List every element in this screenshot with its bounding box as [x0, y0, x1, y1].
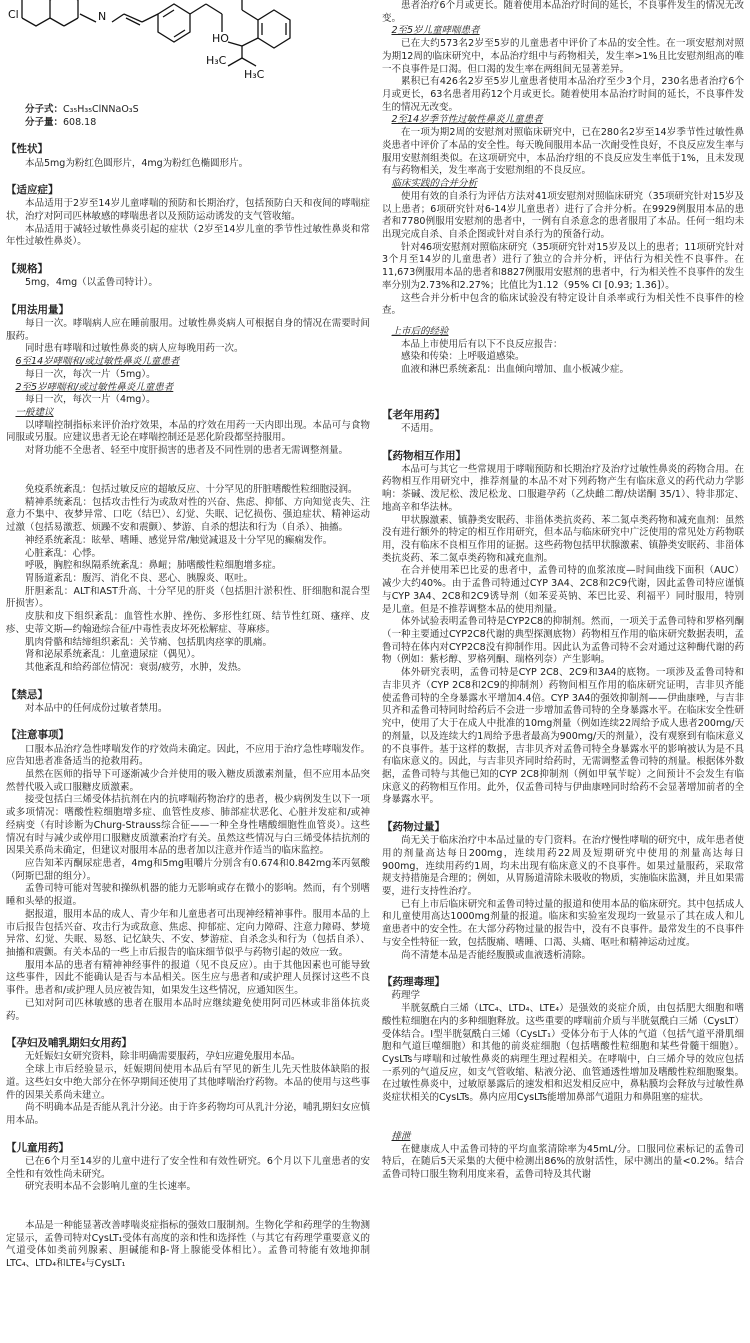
paragraph: 本品5mg为粉红色圆形片，4mg为粉红色椭圆形片。 — [25, 157, 249, 169]
section-heading-yunfu: 【孕妇及哺乳期妇女用药】 — [6, 1037, 132, 1050]
paragraph: 这些合并分析中包含的临床试验没有特定设计自杀率或行为相关性不良事件的检查。 — [382, 292, 744, 317]
paragraph: 患者治疗6个月或更长。随着使用本品治疗时间的延长，不良事件发生的情况无改变。 — [382, 0, 744, 24]
paragraph: 研究表明本品不会影响儿童的生长速率。 — [25, 1181, 197, 1193]
atom-n: N — [98, 10, 107, 23]
paragraph: 肝胆紊乱：ALT和AST升高、十分罕见的肝炎（包括胆汁淤积性、肝细胞和混合型肝损害）。 — [6, 585, 370, 610]
paragraph: 血液和淋巴系统紊乱：出血倾向增加、血小板减少症。 — [401, 364, 630, 376]
weight-label: 分子量： — [25, 116, 64, 128]
subheading: 临床实践的合并分析 — [391, 178, 478, 190]
paragraph: 呼吸，胸腔和纵隔系统紊乱：鼻衄；肺嗜酸性粒细胞增多症。 — [25, 560, 282, 572]
paragraph: 每日一次，每次一片（5mg）。 — [25, 368, 156, 380]
paragraph: 针对46项安慰剂对照临床研究（35项研究针对15岁及以上的患者；11项研究针对3个月至14岁的儿童患者）进行了独立的合并分析，评估行为相关性不良事件。在11,673例服用本品的患者和8827例服用安慰剂的患者中，行为相关性不良事件的发生率分别为2.73%和2.27%；比值比为1.12（95% CI [0.93; 1.36]）。 — [382, 241, 744, 291]
atom-h3c-a: H₃C — [206, 54, 227, 67]
subheading: 上市后的经验 — [391, 325, 449, 337]
paragraph: 尚不明确本品是否能从乳汁分泌。由于许多药物均可从乳汁分泌，哺乳期妇女应慎用本品。 — [6, 1102, 370, 1126]
structure-diagram — [6, 0, 370, 104]
paragraph: 据报道，服用本品的成人、青少年和儿童患者可出现神经精神事件。服用本品的上市后报告包括兴奋、攻击行为或敌意、焦虑、抑郁症、定向力障碍、注意力障碍、梦境异常、幻觉、失眠、易怒、记忆缺失、不安、梦游症、自杀念头和行为（包括自杀）、抽搐和震颤。有关本品的一些上市后报告的临床细节似乎与药物引起的效应一致。 — [6, 908, 370, 959]
chemical-structure — [6, 0, 370, 100]
paragraph: 在合并使用苯巴比妥的患者中，孟鲁司特的血浆浓度—时间曲线下面积（AUC）减少大约40%。由于孟鲁司特通过CYP 3A4、2C8和2C9代谢，因此孟鲁司特应谨慎与CYP 3A4、2C8和2C9诱导剂（如苯妥英钠、苯巴比妥、利福平）同时服用，特别是儿童。但是不推荐调整本品的使用剂量。 — [382, 565, 744, 615]
paragraph: 每日一次。哮喘病人应在睡前服用。过敏性鼻炎病人可根据自身的情况在需要时间服药。 — [6, 318, 370, 342]
molecular-weight — [6, 117, 370, 130]
paragraph: 半胱氨酰白三烯（LTC₄、LTD₄、LTE₄）是强效的炎症介质，由包括肥大细胞和嗜酸性粒细胞在内的多种细胞释放。这些重要的哮喘前介质与半胱氨酰白三烯（CysLT）受体结合。I型半胱氨酰白三烯（CysLT₁）受体分布于人体的气道（包括气道平滑肌细胞和气道巨噬细胞）和其他的前炎症细胞（包括嗜酸性粒细胞和某些骨髓干细胞）。CysLTs与哮喘和过敏性鼻炎的病理生理过程相关。在哮喘中，白三烯介导的效应包括一系列的气道反应，如支气管收缩、粘液分泌、血管通透性增加及嗜酸性粒细胞聚集。在过敏性鼻炎中，过敏原暴露后的速发相和迟发相反应中，鼻粘膜均会释放与过敏性鼻炎症状相关的CysLTs。鼻内应用CysLTs能增加鼻部气道阻力和鼻阻塞的症状。 — [382, 1003, 744, 1104]
paragraph: 本品可与其它一些常规用于哮喘预防和长期治疗及治疗过敏性鼻炎的药物合用。在药物相互作用研究中，推荐剂量的本品不对下列药物产生有临床意义的药代动力学影响：茶碱、泼尼松、泼尼松龙、口服避孕药（乙炔雌二醇/炔诺酮 35/1）、特非那定、地高辛和华法林。 — [382, 463, 744, 513]
formula-value: C₃₅H₃₅ClNNaO₃S — [63, 104, 139, 115]
paragraph: 已有上市后临床研究和孟鲁司特过量的报道和使用本品的临床研究。其中包括成人和儿童使用高达1000mg剂量的报道。临床和实验室发现均一致显示了其在成人和儿童患者中的安全性。在大部分药物过量的报告中，没有不良事件。最常发生的不良事件与安全性特征一致，包括腹痛、嗜睡、口渴、头痛、呕吐和精神运动过度。 — [382, 898, 744, 948]
section-heading-zhuyi: 【注意事项】 — [6, 729, 69, 742]
paragraph: 累积已有426名2岁至5岁儿童患者使用本品治疗至少3个月，230名患者治疗6个月或更长，63名患者用药12个月或更长。随着使用本品治疗时间的延长，不良事件发生的情况无改变。 — [382, 76, 744, 113]
paragraph: 以哮喘控制指标来评价治疗效果，本品的疗效在用药一天内即出现。本品可与食物同服或另服。应建议患者无论在哮喘控制还是恶化阶段都坚持服用。 — [6, 419, 370, 444]
paragraph: 免疫系统紊乱：包括过敏反应的超敏反应、十分罕见的肝脏嗜酸性粒细胞浸润。 — [25, 483, 358, 495]
section-heading-shiying: 【适应症】 — [6, 184, 59, 197]
subheading: 6至14岁哮喘和/或过敏性鼻炎儿童患者 — [15, 356, 180, 368]
subheading: 排泄 — [391, 1130, 411, 1142]
subheading: 2至5岁哮喘和/或过敏性鼻炎儿童患者 — [15, 381, 174, 393]
section-heading-jinji: 【禁忌】 — [6, 688, 48, 701]
right-column — [382, 0, 744, 1343]
paragraph: 胃肠道紊乱：腹泻、消化不良、恶心、胰腺炎、呕吐。 — [25, 572, 254, 584]
paragraph: 已知对阿司匹林敏感的患者在服用本品时应继续避免使用阿司匹林或非甾体抗炎药。 — [6, 997, 370, 1022]
paragraph: 精神系统紊乱：包括攻击性行为或敌对性的兴奋、焦虑、抑郁、方向知觉丧失、注意力不集中、夜梦异常、口吃（结巴）、幻觉、失眠、记忆损伤、强迫症状、精神运动过激（包括易激惹、烦躁不安和震颤）、梦游、自杀的想法和行为（自杀）、抽搐。 — [6, 496, 370, 534]
paragraph: 皮肤和皮下组织紊乱：血管性水肿、挫伤、多形性红斑、结节性红斑、瘙痒、皮疹、史蒂文斯—约翰逊综合征/中毒性表皮坏死松解症、荨麻疹。 — [6, 611, 370, 635]
paragraph: 对肾功能不全患者、轻至中度肝损害的患者及不同性别的患者无需调整剂量。 — [25, 445, 349, 457]
subheading: 2至5岁儿童哮喘患者 — [391, 25, 480, 37]
paragraph: 已在6个月至14岁的儿童中进行了安全性和有效性研究。6个月以下儿童患者的安全性和有效性尚未研究。 — [6, 1155, 370, 1180]
atom-h3c-b: H₃C — [244, 68, 265, 81]
paragraph: 使用有效的自杀行为评估方法对41项安慰剂对照临床研究（35项研究针对15岁及以上患者；6项研究针对6-14岁儿童患者）进行了合并分析。在9929例服用本品的患者和7780例服用安慰剂的患者中，一例有自杀意念的患者服用了本品。任何一组均未出现完成自杀、自杀企图或针对自杀行为的预备行动。 — [382, 190, 744, 240]
paragraph: 虽然在医师的指导下可逐渐减少合并使用的吸入糖皮质激素剂量，但不应用本品突然替代吸入或口服糖皮质激素。 — [6, 768, 370, 793]
left-column — [6, 0, 370, 1343]
paragraph: 本品适用于减轻过敏性鼻炎引起的症状（2岁至14岁儿童的季节性过敏性鼻炎和常年性过敏性鼻炎）。 — [6, 223, 370, 248]
paragraph: 孟鲁司特可能对驾驶和操纵机器的能力无影响或存在微小的影响。然而，有个别嗜睡和头晕的报道。 — [6, 883, 370, 908]
section-heading-guige: 【规格】 — [6, 263, 48, 276]
section-heading-xianghu: 【药物相互作用】 — [382, 449, 466, 462]
paragraph: 尚不清楚本品是否能经腹膜或血液透析清除。 — [401, 949, 592, 961]
paragraph: 体外试验表明孟鲁司特是CYP2C8的抑制剂。然而，一项关于孟鲁司特和罗格列酮（一种主要通过CYP2C8代谢的典型探测底物）药物相互作用的临床研究数据表明，孟鲁司特在体内对CYP2C8没有抑制作用。因此认为孟鲁司特不会对通过这种酶代谢的药物（例如：紫杉醇、罗格列酮、瑞格列奈）产生影响。 — [382, 616, 744, 666]
paragraph: 本品是一种能显著改善哮喘炎症指标的强效口服制剂。生物化学和药理学的生物测定显示，孟鲁司特对CysLT₁受体有高度的亲和性和选择性（与其它有药理学重要意义的气道受体如类前列腺素、胆碱能和β-肾上腺能受体相比）。孟鲁司特能有效地抑制LTC₄、LTD₄和LTE₄与CysLT₁ — [6, 1219, 370, 1270]
paragraph: 每日一次，每次一片（4mg）。 — [25, 394, 156, 406]
atom-cl: Cl — [8, 8, 19, 21]
atom-ho: HO — [212, 32, 229, 45]
subheading: 2至14岁季节性过敏性鼻炎儿童患者 — [391, 114, 543, 126]
paragraph: 同时患有哮喘和过敏性鼻炎的病人应每晚用药一次。 — [25, 343, 244, 355]
section-heading-yaoli: 【药理毒理】 — [382, 976, 445, 989]
paragraph: 肾和泌尿系统紊乱：儿童遗尿症（偶见）。 — [25, 649, 201, 661]
paragraph: 应告知苯丙酮尿症患者，4mg和5mg咀嚼片分别含有0.674和0.842mg苯丙氨酸（阿斯巴甜的组分）。 — [6, 858, 370, 882]
paragraph: 在一项为期2周的安慰剂对照临床研究中，已在280名2岁至14岁季节性过敏性鼻炎患者中评价了本品的安全性。每天晚间服用本品一次耐受性良好，不良反应发生率与服用安慰剂组类似。在这项研究中，本品治疗组的不良反应发生率低于1%，且未发现有与药物相关，发生率高于安慰剂组的不良反应。 — [382, 127, 744, 177]
paragraph: 口服本品治疗急性哮喘发作的疗效尚未确定。因此，不应用于治疗急性哮喘发作。应告知患者准备适当的抢救用药。 — [6, 743, 370, 768]
paragraph: 无妊娠妇女研究资料，除非明确需要服药，孕妇应避免服用本品。 — [25, 1051, 301, 1063]
paragraph: 本品适用于2岁至14岁儿童哮喘的预防和长期治疗，包括预防白天和夜间的哮喘症状，治疗对阿司匹林敏感的哮喘患者以及预防运动诱发的支气管收缩。 — [6, 198, 370, 222]
section-heading-yongfa: 【用法用量】 — [6, 303, 69, 316]
paragraph: 在健康成人中孟鲁司特的平均血浆清除率为45mL/分。口服同位素标记的孟鲁司特后，在随后5天采集的大便中检测出86%的放射活性，尿中测出的量<0.2%。结合孟鲁司特口服生物利用度来看，孟鲁司特及其代谢 — [382, 1143, 744, 1181]
paragraph: 体外研究表明，孟鲁司特是CYP 2C8、2C9和3A4的底物。一项涉及孟鲁司特和吉非贝齐（CYP 2C8和2C9的抑制剂）药物间相互作用的临床研究证明，吉非贝齐能使孟鲁司特的全身暴露水平增加4.4倍。CYP 3A4的强效抑制剂——伊曲康唑，与吉非贝齐和孟鲁司特同时给药后不会进一步增加孟鲁司特的全身暴露水平。在临床安全性研究中，使用了大于在成人中批准的10mg剂量（例如连续22周给予成人患者200mg/天的剂量，以及连续大约1周给予患者最高为900mg/天的剂量），没有观察到有临床意义的不良事件。基于这样的数据，吉非贝齐对孟鲁司特全身暴露水平的影响被认为是不具有临床意义的。因此，与吉非贝齐同时给药时，无需调整孟鲁司特的剂量。根据体外数据，孟鲁司特与其他已知的CYP 2C8抑制剂（例如甲氧苄啶）之间预计不会发生有临床意义的药物相互作用。此外，仅孟鲁司特与伊曲康唑同时给药不会显著增加前者的全身暴露水平。 — [382, 667, 744, 806]
paragraph: 本品上市使用后有以下不良反应报告： — [401, 338, 563, 350]
paragraph: 已在大约573名2岁至5岁的儿童患者中评价了本品的安全性。在一项安慰剂对照为期12周的临床研究中，本品治疗组中与药物相关，发生率>1%且比安慰剂组高的唯一不良事件是口渴。但口渴的发生率在两组间无显著差异。 — [382, 38, 744, 75]
section-heading-guoliang: 【药物过量】 — [382, 821, 445, 834]
section-heading-laonian: 【老年用药】 — [382, 408, 445, 421]
paragraph: 服用本品的患者有精神神经事件的报道（见不良反应）。由于其他因素也可能导致这些事件，因此不能确认是否与本品相关。医生应与患者和/或护理人员探讨这些不良事件。患者和/或护理人员应被告知，如果发生这些情况，应通知医生。 — [6, 959, 370, 997]
paragraph: 接受包括白三烯受体拮抗剂在内的抗哮喘药物治疗的患者，极少病例发生以下一项或多项情况：嗜酸性粒细胞增多症、血管性皮疹、肺部症状恶化、心脏并发症和/或神经病变（有时诊断为Churg-Strauss综合征——一种全身性嗜酸细胞性血管炎）。这些情况有时与减少或停用口服糖皮质激素治疗有关。虽然这些情况与白三烯受体拮抗剂的因果关系尚未确定，但建议对服用本品的患者加以注意并作适当的临床监控。 — [6, 794, 370, 857]
paragraph: 感染和传染：上呼吸道感染。 — [401, 351, 525, 363]
paragraph: 尚无关于临床治疗中本品过量的专门资料。在治疗慢性哮喘的研究中，成年患者使用的剂量高达每日200mg，连续用药22周及短期研究中使用的剂量高达每日900mg，连续用药约1周，均未出现有临床意义的不良事件。如果过量服药，采取常规支持措施是合理的；例如，从胃肠道清除未吸收的物质，实施临床监测，并且如果需要，进行支持性治疗。 — [382, 835, 744, 898]
paragraph: 全球上市后经验显示，妊娠期间使用本品后有罕见的新生儿先天性肢体缺陷的报道。这些妇女中绝大部分在怀孕期间还使用了其他哮喘治疗药物。本品的使用与这些事件的因果关系尚未建立。 — [6, 1064, 370, 1101]
paragraph: 对本品中的任何成份过敏者禁用。 — [25, 702, 168, 714]
paragraph: 神经系统紊乱：眩晕、嗜睡、感觉异常/触觉减退及十分罕见的癫痫发作。 — [25, 534, 333, 546]
formula-label: 分子式： — [25, 104, 64, 115]
weight-value: 608.18 — [63, 116, 97, 128]
paragraph: 甲状腺激素、镇静类安眠药、非甾体类抗炎药、苯二氮卓类药物和减充血剂：虽然没有进行额外的特定的相互作用研究，但本品与临床研究中广泛使用的常见处方药物联用，没有临床不良相互作用的证据。这些药物包括甲状腺激素、镇静类安眠药、非甾体类抗炎药、苯二氮卓类药物和减充血剂。 — [382, 514, 744, 564]
molecular-formula — [6, 104, 370, 117]
paragraph: 其他紊乱和给药部位情况：衰弱/疲劳，水肿，发热。 — [25, 661, 247, 673]
subheading: 一般建议 — [15, 407, 54, 419]
paragraph: 心脏紊乱：心悸。 — [25, 547, 102, 559]
section-heading-ertong: 【儿童用药】 — [6, 1141, 69, 1154]
paragraph: 肌肉骨骼和结缔组织紊乱：关节痛、包括肌肉痉挛的肌痛。 — [25, 636, 273, 648]
paragraph: 5mg，4mg（以孟鲁司特计）。 — [25, 277, 158, 289]
section-heading-xingzhuang: 【性状】 — [6, 143, 48, 156]
subheading-yaolixue: 药理学 — [391, 990, 421, 1002]
paragraph: 不适用。 — [401, 422, 440, 434]
